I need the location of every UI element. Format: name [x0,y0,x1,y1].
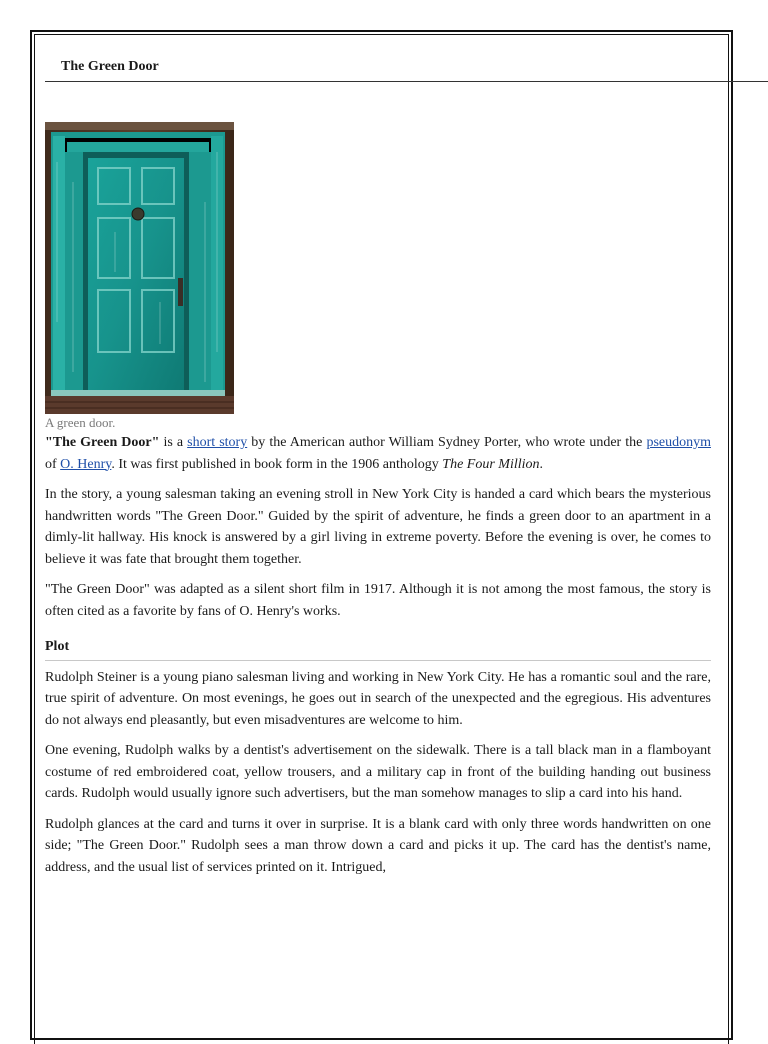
short-story-link[interactable]: short story [187,435,248,450]
plot-heading: Plot [45,636,711,661]
title-rule [45,81,768,82]
green-door-illustration [45,122,234,414]
o-henry-link[interactable]: O. Henry [60,456,112,472]
page-title: The Green Door [61,59,159,74]
plot-paragraph-1: Rudolph Steiner is a young piano salesman living and working in New York City. He has a romantic soul and the rare, true spirit of adventure. On most evenings, he goes out in search of the unexpected and the egregious. His adventures do not always end pleasantly, but even misadventures are welcome to him. [45,669,711,728]
adaptation-paragraph: "The Green Door" was adapted as a silent short film in 1917. Although it is not among the most famous, the story is often cited as a favorite by fans of O. Henry's works. [45,582,711,619]
plot-paragraph-2: One evening, Rudolph walks by a dentist's advertisement on the sidewalk. There is a tall black man in a flamboyant costume of red embroidered coat, yellow trousers, and a military cap in front of the building handing out business cards. Rudolph would usually ignore such advertisers, but the man somehow manages to slip a card into his hand. [45,743,711,801]
intro-text-5: . [539,456,544,472]
intro-text-1: is a [159,435,188,450]
article-body [45,432,711,887]
intro-text-4: . It was first published in book form in the 1906 anthology [111,456,443,472]
book-title-italic: The Four Million [442,456,540,472]
green-door-image [45,122,234,414]
plot-paragraph-3: Rudolph glances at the card and turns it over in surprise. It is a blank card with only three words handwritten on one side; "The Green Door." Rudolph sees a man throw down a card and picks it up. The card has the dentist's name, address, and the usual list of services printed on it. Intrigued, [45,816,711,875]
image-caption: A green door. [45,415,116,430]
summary-paragraph: In the story, a young salesman taking an evening stroll in New York City is handed a card which bears the mysterious handwritten words "The Green Door." Guided by the spirit of adventure, he finds a green door to an apartment in a dimly-lit hallway. His knock is answered by a girl living in extreme poverty. Before the evening is over, he comes to believe it was fate that brought them together. [45,487,711,567]
story-title-bold: "The Green Door" [45,435,160,450]
intro-text-3: of [45,456,61,472]
intro-text-2: by the American author William Sydney Porter, who wrote under the [247,435,647,450]
intro-paragraph [45,432,711,475]
pseudonym-link[interactable]: pseudonym [646,435,711,450]
